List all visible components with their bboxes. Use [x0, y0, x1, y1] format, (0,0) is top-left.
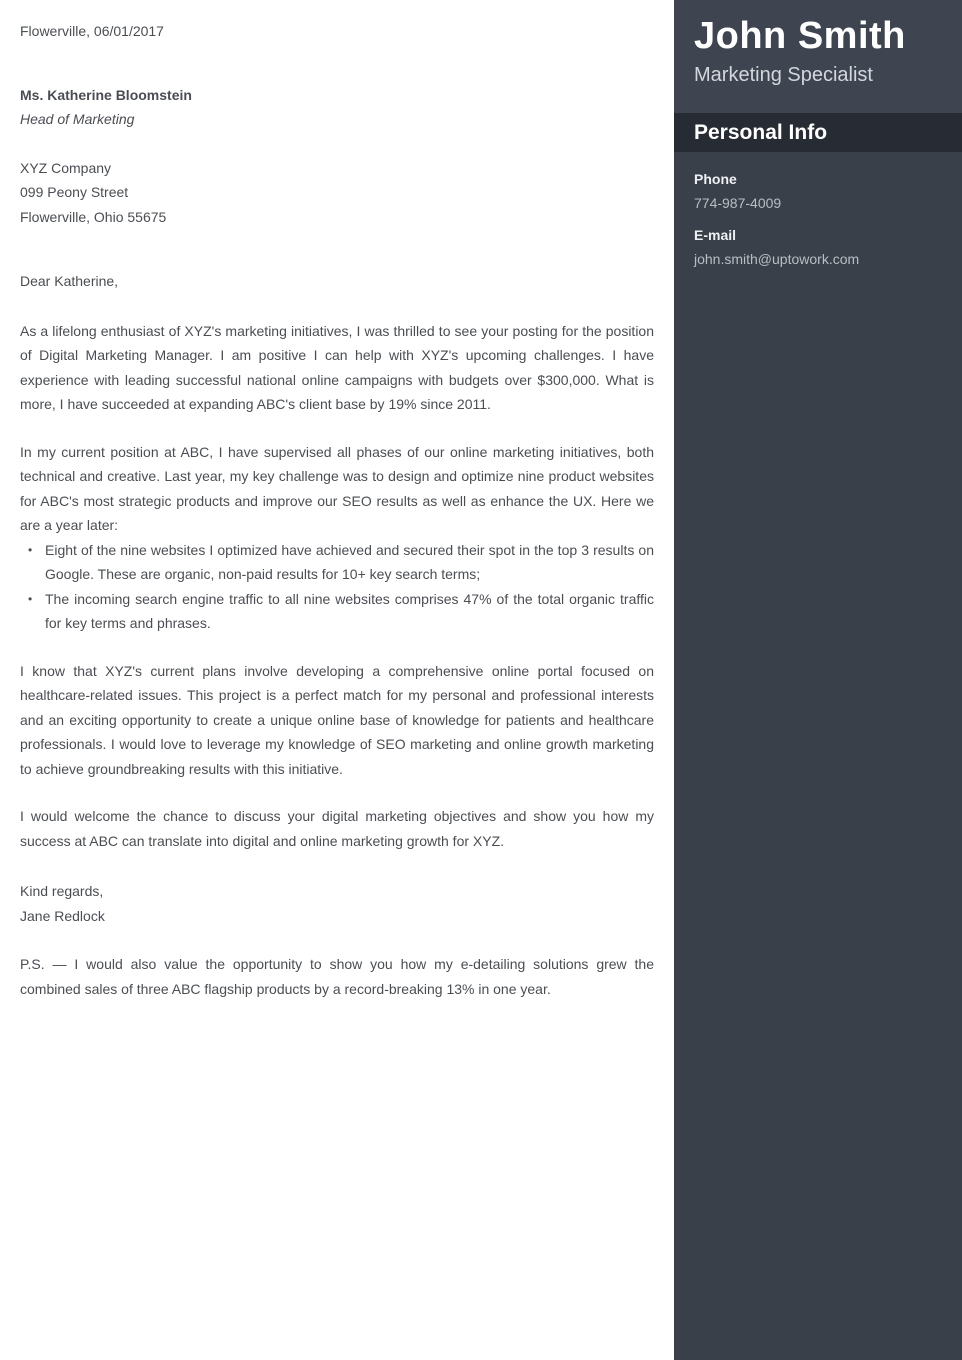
recipient-name: Ms. Katherine Bloomstein	[20, 86, 192, 103]
signature-name: Jane Redlock	[20, 907, 105, 924]
postscript: P.S. — I would also value the opportunity to show you how my e-detailing solutions grew the combined sales of three ABC flagship products by a record-breaking 13% in one year.	[20, 956, 654, 997]
personal-info-title: Personal Info	[694, 120, 828, 144]
phone-value: 774-987-4009	[694, 195, 782, 211]
sidebar	[674, 0, 962, 1360]
phone-label: Phone	[694, 171, 737, 187]
candidate-name: John Smith	[694, 15, 906, 57]
company-name: XYZ Company	[20, 159, 112, 176]
closing-block	[20, 879, 654, 928]
candidate-job-title: Marketing Specialist	[694, 64, 873, 86]
recipient-block	[20, 83, 654, 132]
list-item: • The incoming search engine traffic to all nine websites comprises 47% of the total organic traffic for key terms and phrases.	[45, 587, 654, 636]
email-label: E-mail	[694, 227, 737, 243]
personal-info-section-header	[674, 113, 962, 152]
company-street: 099 Peony Street	[20, 184, 129, 200]
paragraph-current-position: In my current position at ABC, I have supervised all phases of our online marketing initiatives, both technical and creative. Last year, my key challenge was to design and optimize nine product websites for ABC's most strategic products and improve our SEO results as well as enhance the UX. Here we are a year later:	[20, 443, 654, 533]
closing-regards: Kind regards,	[20, 883, 104, 899]
contact-details	[674, 152, 962, 271]
sidebar-header	[674, 0, 962, 113]
email-value: john.smith@uptowork.com	[694, 251, 860, 267]
paragraph-call-to-action: I would welcome the chance to discuss your digital marketing objectives and show you how my success at ABC can translate into digital and online marketing growth for XYZ.	[20, 808, 654, 849]
list-item: • Eight of the nine websites I optimized have achieved and secured their spot in the top 3 results on Google. These are organic, non-paid results for 10+ key search terms;	[45, 538, 654, 587]
paragraph-future-plans: I know that XYZ's current plans involve developing a comprehensive online portal focused on healthcare-related issues. This project is a perfect match for my personal and professional interests and an exciting opportunity to create a unique online base of knowledge for patients and healthcare professionals. I would love to leverage my knowledge of SEO marketing and online growth marketing to achieve groundbreaking results with this initiative.	[20, 662, 654, 777]
achievements-list	[20, 538, 654, 636]
paragraph-intro: As a lifelong enthusiast of XYZ's marketing initiatives, I was thrilled to see your posting for the position of Digital Marketing Manager. I am positive I can help with XYZ's upcoming challenges. I have experience with leading successful national online campaigns with budgets over $300,000. What is more, I have succeeded at expanding ABC's client base by 19% since 2011.	[20, 322, 654, 412]
salutation: Dear Katherine,	[20, 273, 119, 289]
company-city: Flowerville, Ohio 55675	[20, 208, 167, 225]
company-address-block	[20, 156, 654, 230]
recipient-title: Head of Marketing	[20, 111, 135, 127]
letter-date: Flowerville, 06/01/2017	[20, 23, 164, 39]
